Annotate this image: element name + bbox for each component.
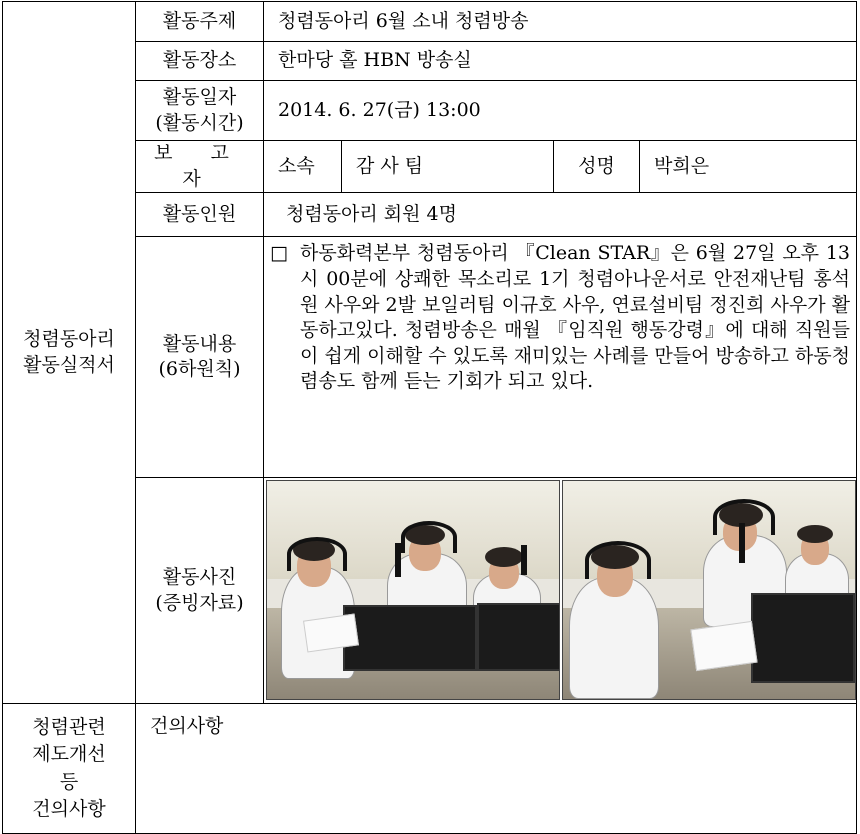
- photos-label-line2: (증빙자료): [155, 591, 244, 614]
- date-label: [136, 81, 264, 141]
- theme-label: 활동주제: [136, 2, 264, 42]
- suggestion-label: [3, 704, 136, 834]
- name-label: 성명: [554, 141, 640, 193]
- suggestion-label-line1: 청렴관련: [32, 715, 106, 738]
- activity-photo-1: [266, 480, 560, 700]
- dept-value: 감 사 팀: [342, 141, 554, 193]
- theme-value: 청렴동아리 6월 소내 청렴방송: [264, 2, 857, 42]
- photos-label-line1: 활동사진: [162, 566, 237, 589]
- content-body: [264, 237, 857, 478]
- report-table: [2, 1, 857, 834]
- content-label-line1: 활동내용: [162, 332, 237, 355]
- members-value: 청렴동아리 회원 4명: [264, 193, 857, 237]
- suggestion-label-line2: 제도개선: [32, 743, 106, 766]
- suggestion-label-line4: 건의사항: [32, 798, 106, 821]
- content-label-line2: (6하원칙): [158, 358, 241, 381]
- content-text: 하동화력본부 청렴동아리 『Clean STAR』은 6월 27일 오후 13시 00분에 상쾌한 목소리로 1기 청렴아나운서로 안전재난팀 홍석원 사우와 2발 보일러팀 이규호 사우, 연료설비팀 정진희 사우가 활동하고있다. 청렴방송은 매월 『임직원 행동강령』에 대해 직원들이 쉽게 이해할 수 있도록 재미있는 사례를 만들어 방송하고 하동청렴송도 함께 듣는 기회가 되고 있다.: [300, 242, 850, 393]
- place-value: 한마당 홀 HBN 방송실: [264, 42, 857, 81]
- reporter-label: 보 고 자: [136, 141, 264, 193]
- place-label: 활동장소: [136, 42, 264, 81]
- report-type-line2: 활동실적서: [23, 353, 115, 376]
- checkbox-bullet-icon: □: [270, 242, 288, 265]
- suggestion-text: 건의사항: [150, 715, 224, 738]
- date-label-line2: (활동시간): [155, 111, 244, 134]
- suggestion-body: [136, 704, 857, 834]
- date-value: 2014. 6. 27(금) 13:00: [264, 81, 857, 141]
- members-label: 활동인원: [136, 193, 264, 237]
- report-type-label: [3, 2, 136, 704]
- name-value: 박희은: [640, 141, 857, 193]
- photos-label: [136, 478, 264, 704]
- suggestion-label-line3: 등: [59, 770, 79, 793]
- content-label: [136, 237, 264, 478]
- photos-cell: [264, 478, 857, 704]
- report-type-line1: 청렴동아리: [23, 328, 115, 350]
- dept-label: 소속: [264, 141, 342, 193]
- activity-photo-2: [562, 480, 856, 700]
- date-label-line1: 활동일자: [162, 85, 237, 108]
